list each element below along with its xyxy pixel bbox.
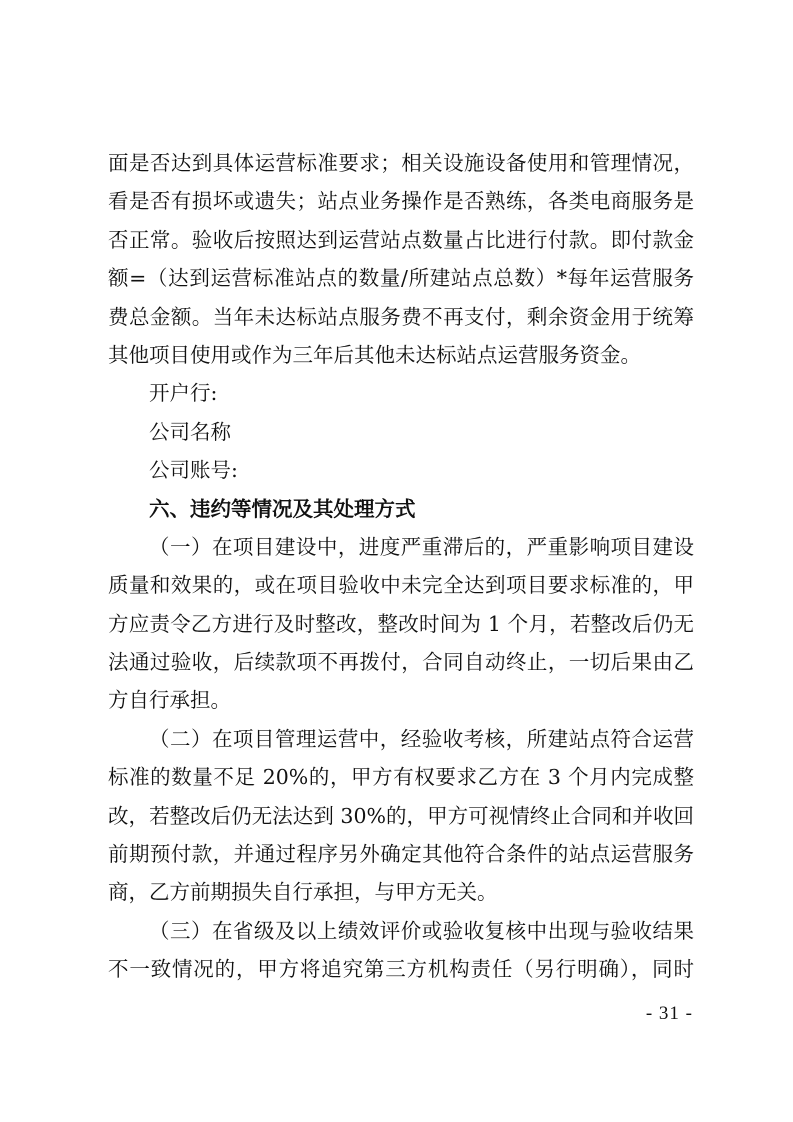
clause-line: 质量和效果的，或在项目验收中未完全达到项目要求标准的，甲 xyxy=(108,573,694,598)
paragraph-line: 费总金额。当年未达标站点服务费不再支付，剩余资金用于统筹 xyxy=(108,304,694,329)
clause-line: 不一致情况的，甲方将追究第三方机构责任（另行明确），同时 xyxy=(108,957,694,982)
document-body xyxy=(108,144,694,989)
clause-line: 方应责令乙方进行及时整改，整改时间为 1 个月，若整改后仍无 xyxy=(108,611,694,636)
clause-line: 法通过验收，后续款项不再拨付，合同自动终止，一切后果由乙 xyxy=(108,650,694,675)
clause-line: 方自行承担。 xyxy=(108,688,231,713)
clause-line: 商，乙方前期损失自行承担，与甲方无关。 xyxy=(108,880,498,905)
page-number: - 31 - xyxy=(645,1003,693,1024)
clause-line: 改，若整改后仍无法达到 30%的，甲方可视情终止合同和并收回 xyxy=(108,803,694,828)
clause-line: （一）在项目建设中，进度严重滞后的，严重影响项目建设 xyxy=(149,534,694,559)
company-name-label: 公司名称 xyxy=(149,419,231,444)
section-heading: 六、违约等情况及其处理方式 xyxy=(149,496,416,521)
company-account-label: 公司账号: xyxy=(149,458,238,483)
paragraph-line: 面是否达到具体运营标准要求；相关设施设备使用和管理情况， xyxy=(108,151,694,175)
clause-line: （三）在省级及以上绩效评价或验收复核中出现与验收结果 xyxy=(149,918,694,943)
bank-label: 开户行: xyxy=(149,381,218,406)
paragraph-line: 看是否有损坏或遗失；站点业务操作是否熟练，各类电商服务是 xyxy=(108,189,694,214)
paragraph-line: 其他项目使用或作为三年后其他未达标站点运营服务资金。 xyxy=(108,342,641,367)
clause-line: 前期预付款，并通过程序另外确定其他符合条件的站点运营服务 xyxy=(108,842,694,867)
clause-line: （二）在项目管理运营中，经验收考核，所建站点符合运营 xyxy=(149,726,694,751)
paragraph-line: 额=（达到运营标准站点的数量/所建站点总数）*每年运营服务 xyxy=(108,266,694,291)
paragraph-line: 否正常。验收后按照达到运营站点数量占比进行付款。即付款金 xyxy=(108,227,694,252)
clause-line: 标准的数量不足 20%的，甲方有权要求乙方在 3 个月内完成整 xyxy=(108,765,694,790)
